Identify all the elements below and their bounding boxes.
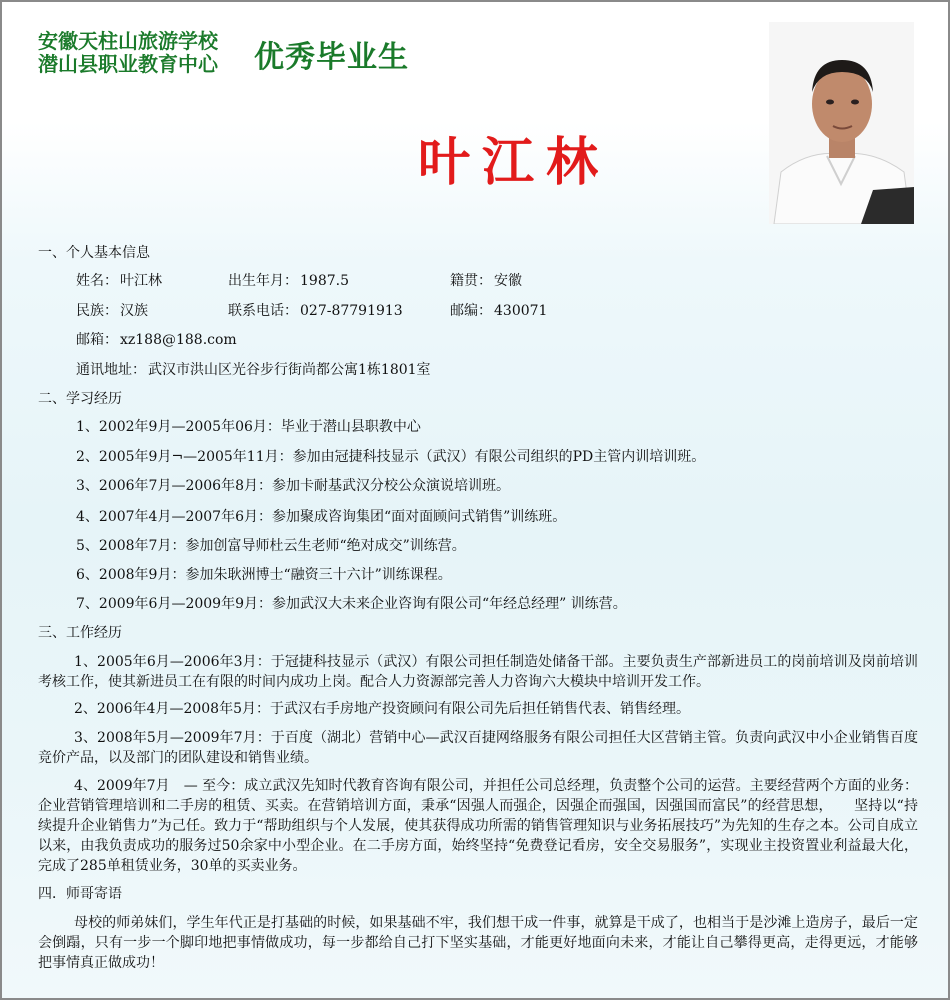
school-line-2: 潜山县职业教育中心 [38, 52, 218, 76]
field-zip: 邮编： 430071 [450, 303, 548, 319]
work-item: 4、2009年7月 — 至今：成立武汉先知时代教育咨询有限公司，并担任公司总经理，负责整个公司的运营。主要经营两个方面的业务：企业营销管理培训和二手房的租赁、买卖。在营销培训方面，秉承“因强人而强企，因强企而强国，因强国而富民”的经营思想， 坚持以“持续提升企业销售力”为己任。致力于“帮助组织与个人发展，使其获得成功所需的销售管理知识与业务拓展技巧”为先知的生存之本。公司自成立以来，由我负责成功的服务过50余家中小型企业。在二手房方面，始终坚持“免费登记看房，安全交易服务”，实现业主投资置业利益最大化，完成了285单租赁业务，30单的买卖业务。 [38, 778, 918, 874]
section-title-work: 三、工作经历 [38, 625, 122, 641]
study-item: 7、2009年6月—2009年9月：参加武汉大未来企业咨询有限公司“年经总经理” 训练营。 [76, 596, 627, 612]
section-title-message: 四．师哥寄语 [38, 886, 122, 902]
school-name [38, 30, 218, 76]
school-line-1: 安徽天柱山旅游学校 [38, 29, 218, 53]
study-item: 2、2005年9月¬—2005年11月：参加由冠捷科技显示（武汉）有限公司组织的PD主管内训培训班。 [76, 449, 706, 465]
study-item: 3、2006年7月—2006年8月：参加卡耐基武汉分校公众演说培训班。 [76, 478, 510, 494]
field-name: 姓名： 叶江林 [76, 273, 162, 289]
graduate-name: 叶江林 [418, 132, 611, 193]
field-birth: 出生年月： 1987.5 [228, 273, 349, 289]
field-address: 通讯地址： 武汉市洪山区光谷步行街尚都公寓1栋1801室 [76, 362, 431, 378]
section-title-basic-info: 一、个人基本信息 [38, 245, 150, 261]
field-phone: 联系电话： 027-87791913 [228, 303, 403, 319]
field-ethnic: 民族： 汉族 [76, 303, 148, 319]
honor-title: 优秀毕业生 [254, 40, 409, 75]
portrait-photo [769, 22, 914, 224]
section-title-education: 二、学习经历 [38, 391, 122, 407]
work-item: 2、2006年4月—2008年5月：于武汉右手房地产投资顾问有限公司先后担任销售代表、销售经理。 [74, 701, 690, 717]
senior-message: 母校的师弟妹们，学生年代正是打基础的时候，如果基础不牢，我们想干成一件事，就算是干成了，也相当于是沙滩上造房子，最后一定会倒蹋，只有一步一个脚印地把事情做成功，每一步都给自己打下坚实基础，才能更好地面向未来，才能让自己攀得更高，走得更远，才能够把事情真正做成功！ [38, 915, 918, 971]
work-item: 3、2008年5月—2009年7月：于百度（湖北）营销中心—武汉百捷网络服务有限公司担任大区营销主管。负责向武汉中小企业销售百度竞价产品，以及部门的团队建设和销售业绩。 [38, 730, 918, 766]
study-item: 5、2008年7月：参加创富导师杜云生老师“绝对成交”训练营。 [76, 538, 466, 554]
field-origin: 籍贯： 安徽 [450, 273, 522, 289]
field-email: 邮箱： xz188@188.com [76, 332, 237, 348]
work-item: 1、2005年6月—2006年3月：于冠捷科技显示（武汉）有限公司担任制造处储备干部。主要负责生产部新进员工的岗前培训及岗前培训考核工作，使其新进员工在有限的时间内成功上岗。配合人力资源部完善人力咨询六大模块中培训开发工作。 [38, 654, 918, 690]
study-item: 4、2007年4月—2007年6月：参加聚成咨询集团“面对面顾问式销售”训练班。 [76, 509, 567, 525]
study-item: 1、2002年9月—2005年06月：毕业于潜山县职教中心 [76, 419, 421, 435]
study-item: 6、2008年9月：参加朱耿洲博士“融资三十六计”训练课程。 [76, 567, 452, 583]
